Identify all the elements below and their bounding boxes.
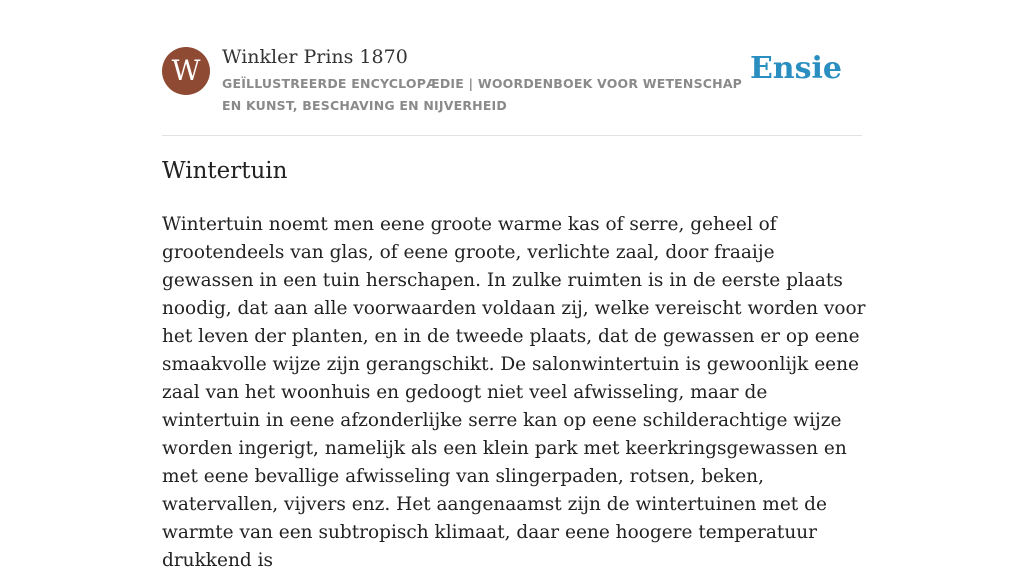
ensie-logo[interactable]: Ensie [749, 51, 842, 86]
source-title[interactable]: Winkler Prins 1870 [222, 46, 408, 68]
source-subtitle: GEÏLLUSTREERDE ENCYCLOPÆDIE | WOORDENBOEK VOOR WETENSCHAP EN KUNST, BESCHAVING EN NIJVERHEID [222, 76, 743, 113]
entry-body: Wintertuin noemt men eene groote warme kas of serre, geheel of grootendeels van glas, of eene groote, verlichte zaal, door fraaije gewassen in een tuin herschapen. In zulke ruimten is in de eerste plaats noodig, dat aan alle voorwaarden voldaan zij, welke vereischt worden voor het leven der planten, en in de tweede plaats, dat de gewassen er op eene smaakvolle wijze zijn gerangschikt. De salonwintertuin is gewoonlijk eene zaal van het woonhuis en gedoogt niet veel afwisseling, maar de wintertuin in eene afzonderlijke serre kan op eene schilderachtige wijze worden ingerigt, namelijk als een klein park met keerkringsgewassen en met eene bevallige afwisseling van slingerpaden, rotsen, beken, watervallen, vijvers enz. Het aangenaamst zijn de wintertuinen met de warmte van een subtropisch klimaat, daar eene hoogere temperatuur drukkend is [162, 214, 866, 571]
entry-title: Wintertuin [162, 158, 288, 184]
header-divider [162, 135, 862, 136]
source-avatar[interactable]: W [162, 47, 210, 95]
source-header [162, 44, 862, 136]
